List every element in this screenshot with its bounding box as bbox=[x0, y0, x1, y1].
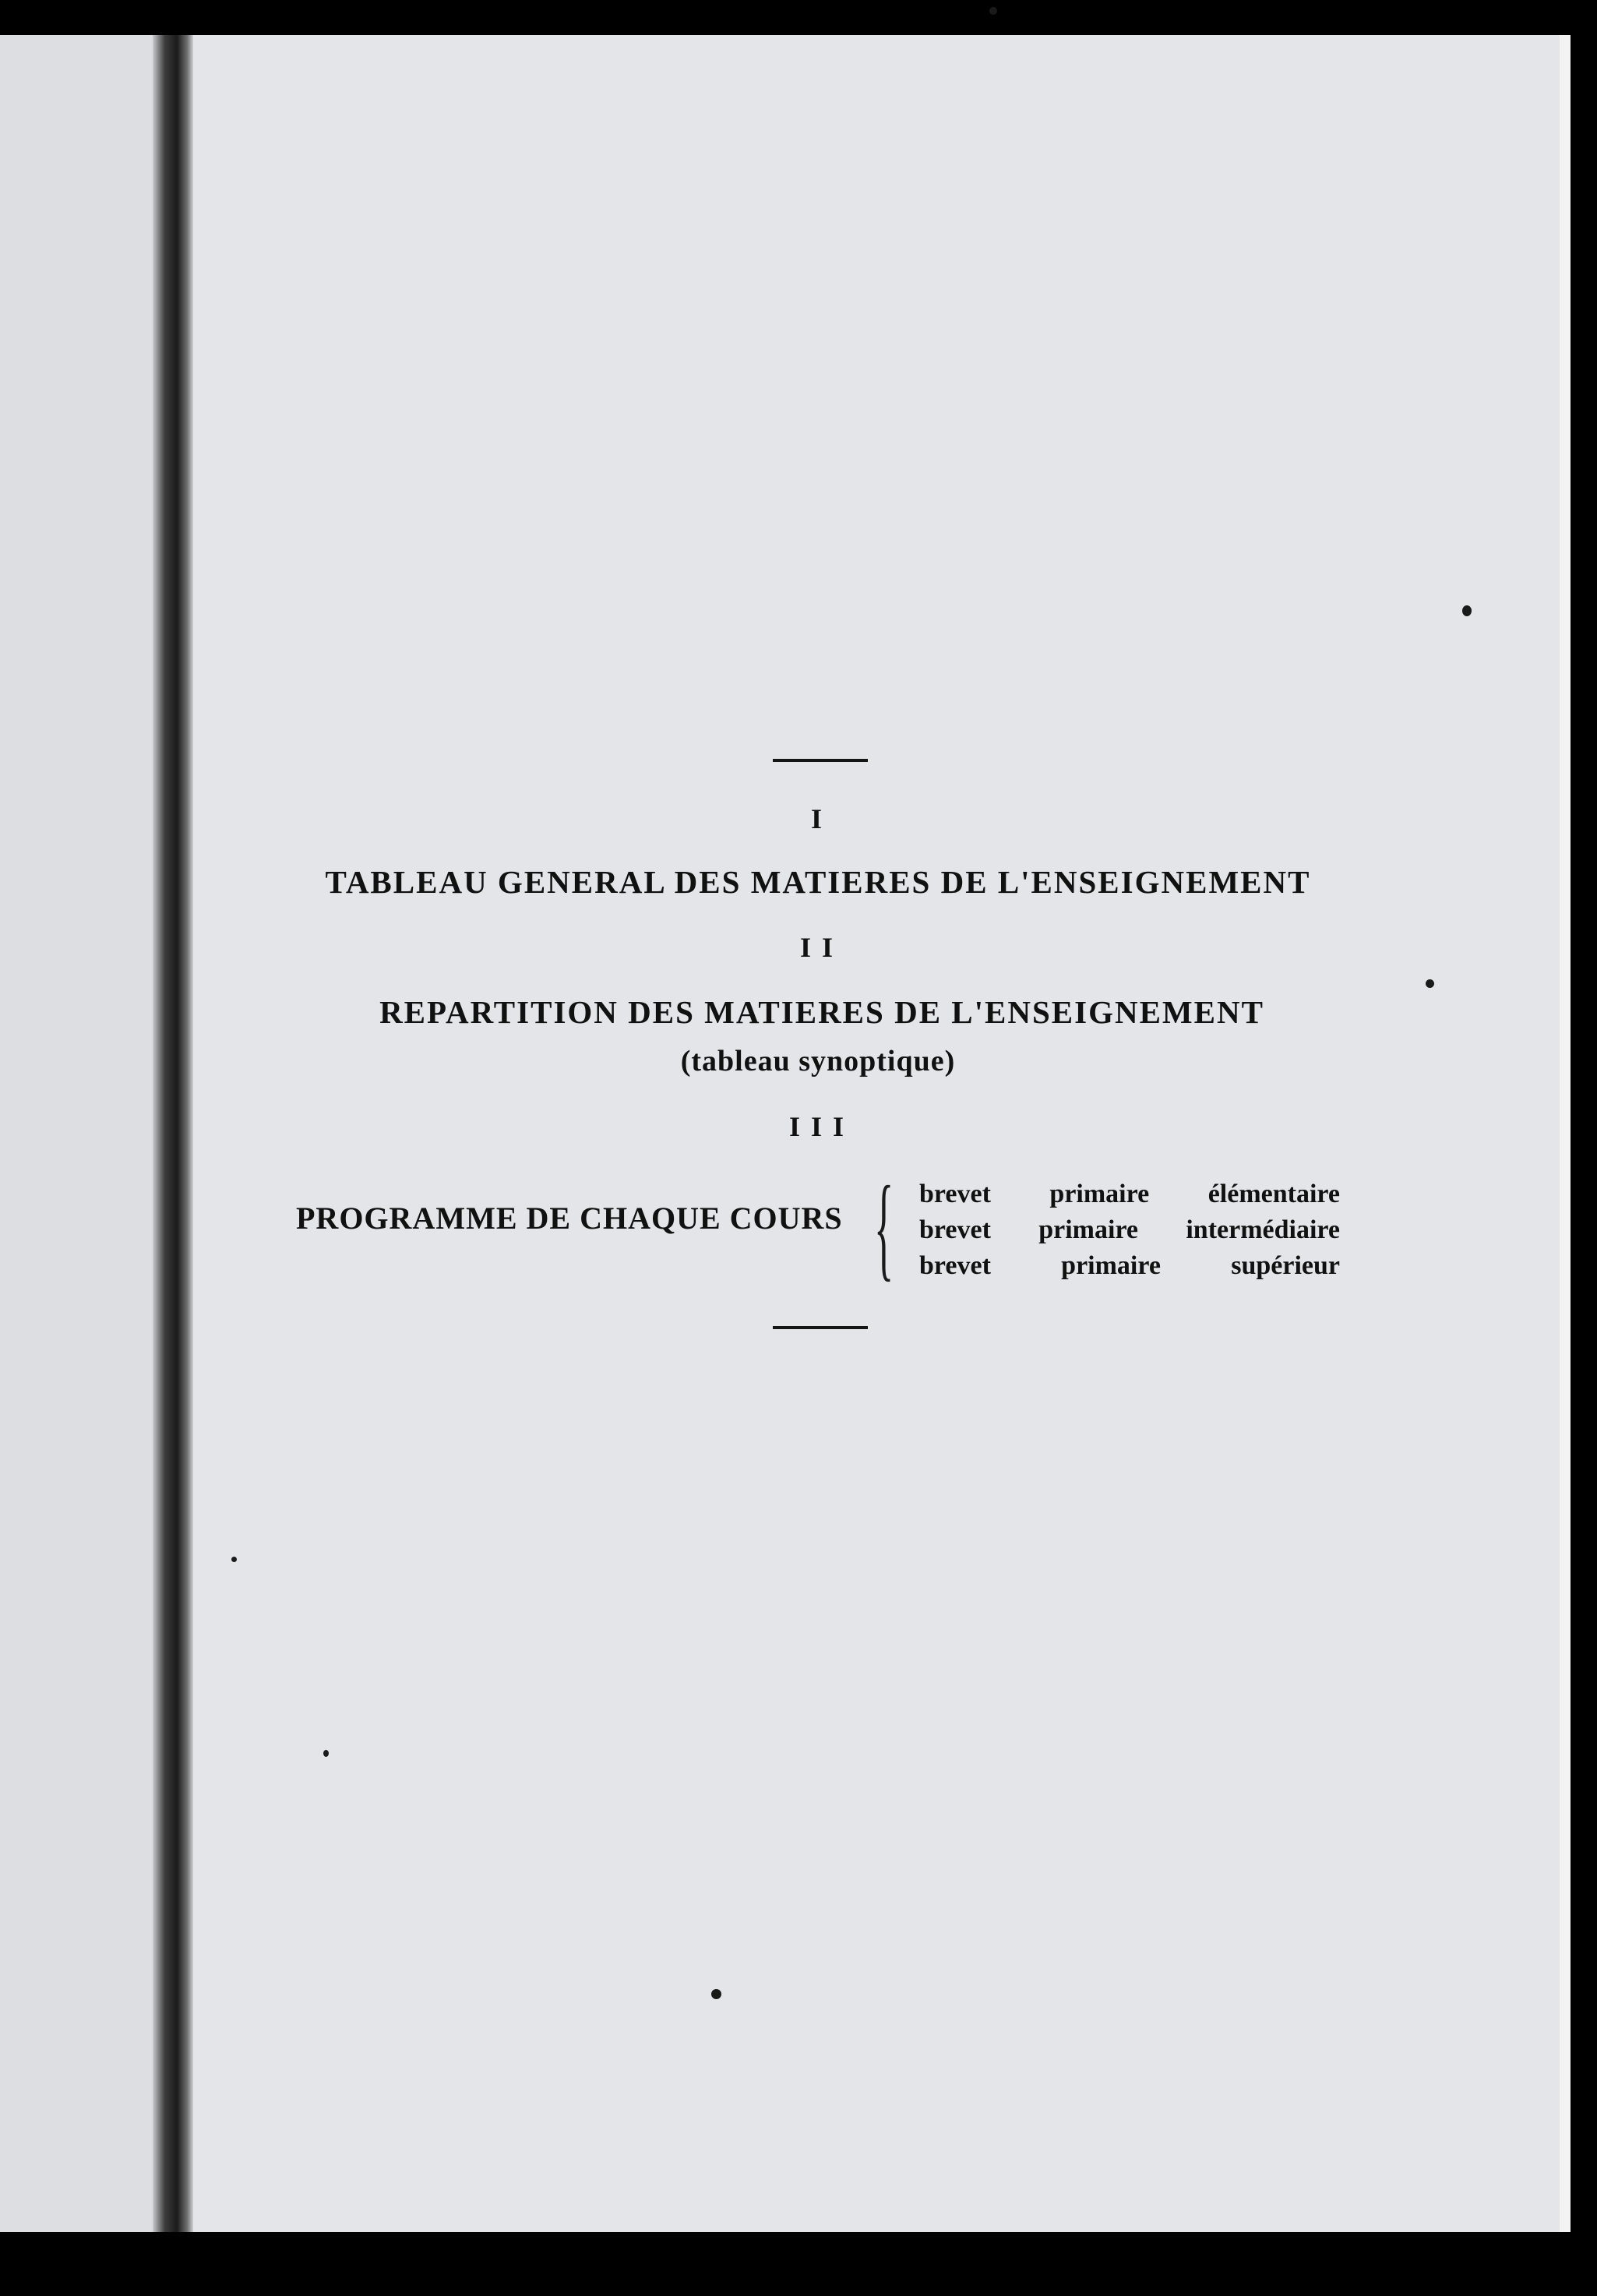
top-rule bbox=[773, 759, 868, 762]
dust-speck bbox=[323, 1750, 329, 1757]
section-subtitle-2: (tableau synoptique) bbox=[680, 1045, 956, 1077]
section-numeral-2: II bbox=[799, 932, 844, 963]
option-elementaire: brevet primaire élémentaire bbox=[919, 1180, 1340, 1208]
dust-speck bbox=[711, 1989, 721, 1999]
option-superieur: brevet primaire supérieur bbox=[919, 1251, 1340, 1280]
left-facing-page bbox=[0, 35, 160, 2232]
dust-speck bbox=[231, 1557, 237, 1562]
section-numeral-3: III bbox=[788, 1111, 855, 1142]
program-options bbox=[919, 1176, 1340, 1284]
dust-speck bbox=[1426, 979, 1434, 988]
dust-speck bbox=[1462, 605, 1472, 616]
bottom-rule bbox=[773, 1326, 868, 1329]
option-intermediaire: brevet primaire intermédiaire bbox=[919, 1215, 1340, 1244]
section-numeral-1: I bbox=[810, 803, 833, 834]
page-edge bbox=[1560, 35, 1571, 2232]
section-title-3: PROGRAMME DE CHAQUE COURS bbox=[296, 1201, 843, 1236]
brace-glyph: { bbox=[874, 1162, 894, 1292]
section-title-2: REPARTITION DES MATIERES DE L'ENSEIGNEMENT bbox=[379, 994, 1264, 1030]
section-title-1: TABLEAU GENERAL DES MATIERES DE L'ENSEIGNEMENT bbox=[325, 864, 1311, 900]
dust-speck bbox=[989, 7, 997, 15]
